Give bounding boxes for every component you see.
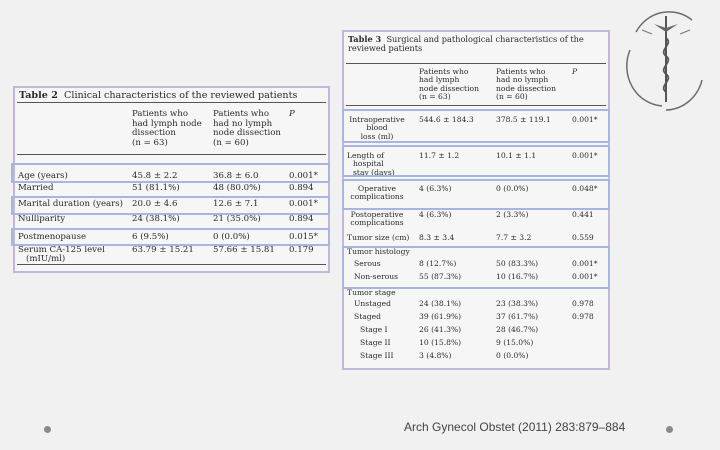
table-cell: 0.001*: [572, 151, 598, 160]
table-cell: 37 (61.7%): [496, 312, 539, 321]
table-cell: 55 (87.3%): [419, 272, 462, 281]
col-header-p: P: [572, 67, 578, 76]
table-row-label: Marital duration (years): [18, 199, 124, 209]
table-cell: 8 (12.7%): [419, 259, 457, 268]
table-cell: 0.179: [289, 245, 314, 255]
table-2-title: Table 2 Clinical characteristics of the reviewed patients: [19, 90, 298, 101]
table-row-label: Operative complications: [350, 184, 404, 202]
col-header-without-dissection: Patients who had no lymph node dissection (n = 60): [213, 109, 281, 148]
table-cell: 0.001*: [572, 115, 598, 124]
table-cell: 0.001*: [289, 199, 318, 209]
table-row-label: Age (years): [18, 171, 68, 181]
row-highlight: [342, 145, 610, 177]
table-cell: 48 (80.0%): [213, 183, 261, 193]
row-highlight: [342, 179, 610, 210]
table-cell: 0.978: [572, 312, 594, 321]
col-header-without-dissection: Patients who had no lymph node dissection (n = 60): [496, 67, 557, 102]
section-label: Tumor histology: [347, 247, 410, 256]
table-row-label: Stage II: [360, 338, 391, 347]
table-cell: 3 (4.8%): [419, 351, 452, 360]
table-cell: 36.8 ± 6.0: [213, 171, 259, 181]
divider: [17, 102, 326, 103]
col-header-p: P: [289, 109, 295, 119]
table-cell: 24 (38.1%): [419, 299, 462, 308]
table-row-label: Nulliparity: [18, 214, 66, 224]
table-cell: 0.894: [289, 214, 314, 224]
section-label: Tumor stage: [347, 288, 396, 297]
table-cell: 51 (81.1%): [132, 183, 180, 193]
table-cell: 39 (61.9%): [419, 312, 462, 321]
table-cell: 0 (0.0%): [213, 232, 250, 242]
table-row-label: Length of hospital stay (days): [347, 151, 395, 177]
col-header-with-dissection: Patients who had lymph node dissection (n = 63): [419, 67, 480, 102]
table-cell: 50 (83.3%): [496, 259, 539, 268]
table-cell: 2 (3.3%): [496, 210, 529, 219]
table-cell: 0.001*: [572, 272, 598, 281]
table-cell: 24 (38.1%): [132, 214, 180, 224]
table-row-label: Stage I: [360, 325, 388, 334]
row-highlight: [11, 228, 330, 246]
table-cell: 10 (15.8%): [419, 338, 462, 347]
citation: Arch Gynecol Obstet (2011) 283:879–884: [404, 420, 626, 434]
table-row-label: Serum CA-125 level (mIU/ml): [18, 245, 105, 264]
divider: [17, 154, 326, 155]
table-3-title: Table 3 Surgical and pathological characteristics of the reviewed patients: [348, 34, 584, 53]
institute-logo-icon: [622, 10, 710, 114]
table-row-label: Postmenopause: [18, 232, 87, 242]
table-cell: 0.015*: [289, 232, 318, 242]
table-cell: 378.5 ± 119.1: [496, 115, 551, 124]
row-highlight: [342, 109, 610, 143]
table-row-label: Serous: [354, 259, 381, 268]
decorative-dot: [666, 426, 673, 433]
table-cell: 63.79 ± 15.21: [132, 245, 194, 255]
table-cell: 544.6 ± 184.3: [419, 115, 474, 124]
table-cell: 8.3 ± 3.4: [419, 233, 455, 242]
table-cell: 0.894: [289, 183, 314, 193]
table-cell: 0.441: [572, 210, 594, 219]
table-cell: 28 (46.7%): [496, 325, 539, 334]
table-cell: 0 (0.0%): [496, 351, 529, 360]
divider: [346, 63, 606, 64]
col-header-with-dissection: Patients who had lymph node dissection (n = 63): [132, 109, 202, 148]
table-cell: 0.048*: [572, 184, 598, 193]
table-cell: 0 (0.0%): [496, 184, 529, 193]
row-highlight: [11, 163, 330, 183]
table-cell: 9 (15.0%): [496, 338, 534, 347]
table-cell: 57.66 ± 15.81: [213, 245, 275, 255]
table-cell: 0.001*: [572, 259, 598, 268]
row-highlight: [342, 246, 610, 289]
table-row-label: Tumor size (cm): [347, 233, 410, 242]
table-row-label: Staged: [354, 312, 381, 321]
table-row-label: Stage III: [360, 351, 394, 360]
table-cell: 26 (41.3%): [419, 325, 462, 334]
decorative-dot: [44, 426, 51, 433]
table-cell: 6 (9.5%): [132, 232, 169, 242]
table-cell: 10.1 ± 1.1: [496, 151, 537, 160]
table-cell: 4 (6.3%): [419, 210, 452, 219]
row-highlight: [11, 196, 330, 215]
table-cell: 0.001*: [289, 171, 318, 181]
table-cell: 45.8 ± 2.2: [132, 171, 178, 181]
table-cell: 23 (38.3%): [496, 299, 539, 308]
table-cell: 4 (6.3%): [419, 184, 452, 193]
table-cell: 7.7 ± 3.2: [496, 233, 532, 242]
table-cell: 10 (16.7%): [496, 272, 539, 281]
table-cell: 0.978: [572, 299, 594, 308]
table-row-label: Married: [18, 183, 54, 193]
table-row-label: Intraoperative blood loss (ml): [349, 115, 405, 141]
table-cell: 11.7 ± 1.2: [419, 151, 460, 160]
table-cell: 0.559: [572, 233, 594, 242]
divider: [346, 105, 606, 106]
table-cell: 20.0 ± 4.6: [132, 199, 178, 209]
table-row-label: Postoperative complications: [350, 210, 404, 228]
table-cell: 12.6 ± 7.1: [213, 199, 259, 209]
table-row-label: Non-serous: [354, 272, 399, 281]
table-row-label: Unstaged: [354, 299, 391, 308]
divider: [17, 264, 326, 265]
table-cell: 21 (35.0%): [213, 214, 261, 224]
